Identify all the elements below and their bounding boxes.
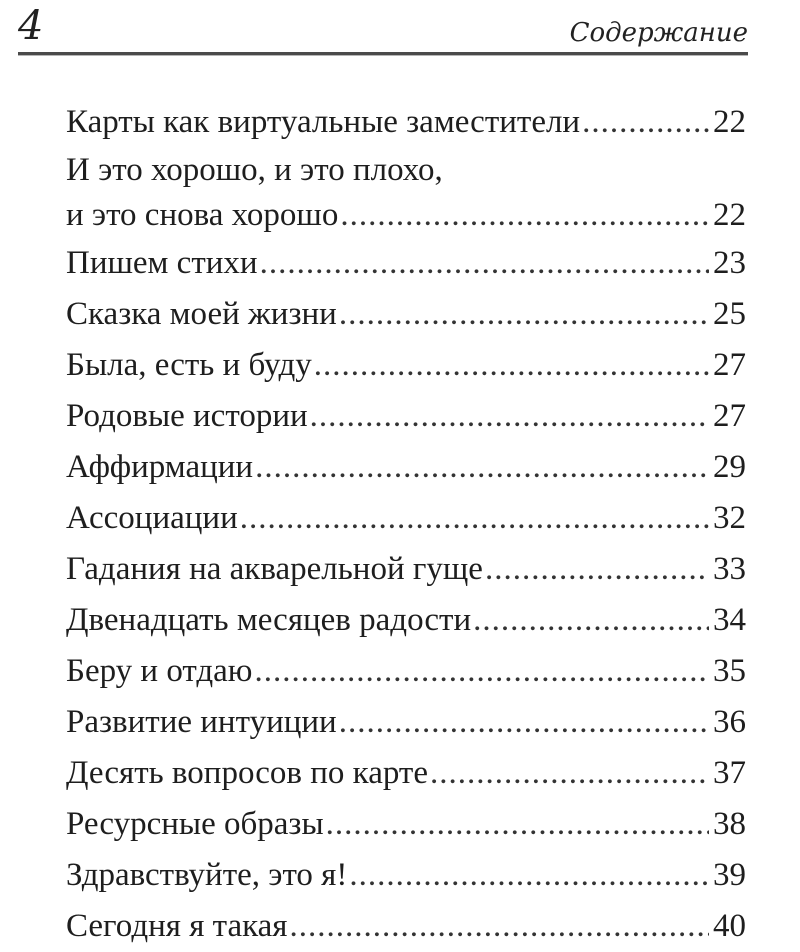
toc-entry-title: и это снова хорошо xyxy=(66,197,339,233)
toc-entry-title: И это хорошо, и это плохо, xyxy=(66,152,443,188)
toc-entry-page: 39 xyxy=(713,857,746,893)
toc-entry xyxy=(66,289,746,340)
dot-leader xyxy=(339,289,709,340)
page-number: 4 xyxy=(18,3,44,49)
toc-entry-page: 32 xyxy=(713,500,746,536)
toc-entry xyxy=(66,340,746,391)
toc-entry-title: Карты как виртуальные заместители xyxy=(66,104,581,140)
toc-entry xyxy=(66,697,746,748)
toc-entry-line xyxy=(66,193,746,238)
toc-entry-title: Здравствуйте, это я! xyxy=(66,857,348,893)
toc-entry-page: 35 xyxy=(713,653,746,689)
toc-entry xyxy=(66,850,746,901)
dot-leader xyxy=(254,646,709,697)
toc-entry xyxy=(66,391,746,442)
toc-entry-line xyxy=(66,148,746,193)
toc-entry-title: Двенадцать месяцев радости xyxy=(66,602,472,638)
toc-entry xyxy=(66,97,746,148)
toc-entry-page: 38 xyxy=(713,806,746,842)
dot-leader xyxy=(260,238,709,289)
toc-entry-page: 27 xyxy=(713,347,746,383)
dot-leader xyxy=(326,799,709,850)
toc-entry-title: Аффирмации xyxy=(66,449,254,485)
dot-leader xyxy=(485,544,709,595)
toc-entry-page: 27 xyxy=(713,398,746,434)
toc-entry-page: 40 xyxy=(713,908,746,944)
toc-entry xyxy=(66,493,746,544)
table-of-contents xyxy=(66,97,746,952)
header-rule xyxy=(18,52,748,56)
toc-entry-title: Была, есть и буду xyxy=(66,347,312,383)
toc-entry xyxy=(66,748,746,799)
toc-entry-page: 22 xyxy=(713,197,746,233)
toc-entry-title: Сегодня я такая xyxy=(66,908,288,944)
toc-entry-page: 25 xyxy=(713,296,746,332)
dot-leader xyxy=(289,901,709,952)
toc-entry-title: Сказка моей жизни xyxy=(66,296,337,332)
toc-entry-title: Родовые истории xyxy=(66,398,308,434)
toc-entry-title: Ассоциации xyxy=(66,500,238,536)
toc-entry xyxy=(66,544,746,595)
running-title: Содержание xyxy=(569,18,748,48)
toc-entry-page: 33 xyxy=(713,551,746,587)
toc-entry-title: Ресурсные образы xyxy=(66,806,324,842)
toc-entry xyxy=(66,148,746,238)
toc-entry xyxy=(66,442,746,493)
toc-entry xyxy=(66,238,746,289)
toc-entry-page: 36 xyxy=(713,704,746,740)
dot-leader xyxy=(340,193,709,238)
dot-leader xyxy=(473,595,709,646)
toc-entry-page: 23 xyxy=(713,245,746,281)
dot-leader xyxy=(255,442,709,493)
dot-leader xyxy=(310,391,709,442)
toc-entry-title: Пишем стихи xyxy=(66,245,258,281)
toc-entry-title: Гадания на акварельной гуще xyxy=(66,551,483,587)
toc-entry-page: 34 xyxy=(713,602,746,638)
dot-leader xyxy=(349,850,709,901)
toc-entry xyxy=(66,799,746,850)
toc-entry-title: Десять вопросов по карте xyxy=(66,755,428,791)
toc-entry-title: Развитие интуиции xyxy=(66,704,337,740)
toc-entry xyxy=(66,595,746,646)
toc-entry-page: 22 xyxy=(713,104,746,140)
toc-entry-page: 29 xyxy=(713,449,746,485)
dot-leader xyxy=(430,748,709,799)
dot-leader xyxy=(314,340,709,391)
toc-entry-title: Беру и отдаю xyxy=(66,653,253,689)
dot-leader xyxy=(582,97,709,148)
toc-entry xyxy=(66,646,746,697)
dot-leader xyxy=(240,493,709,544)
dot-leader xyxy=(339,697,709,748)
toc-entry xyxy=(66,901,746,952)
toc-entry-page: 37 xyxy=(713,755,746,791)
